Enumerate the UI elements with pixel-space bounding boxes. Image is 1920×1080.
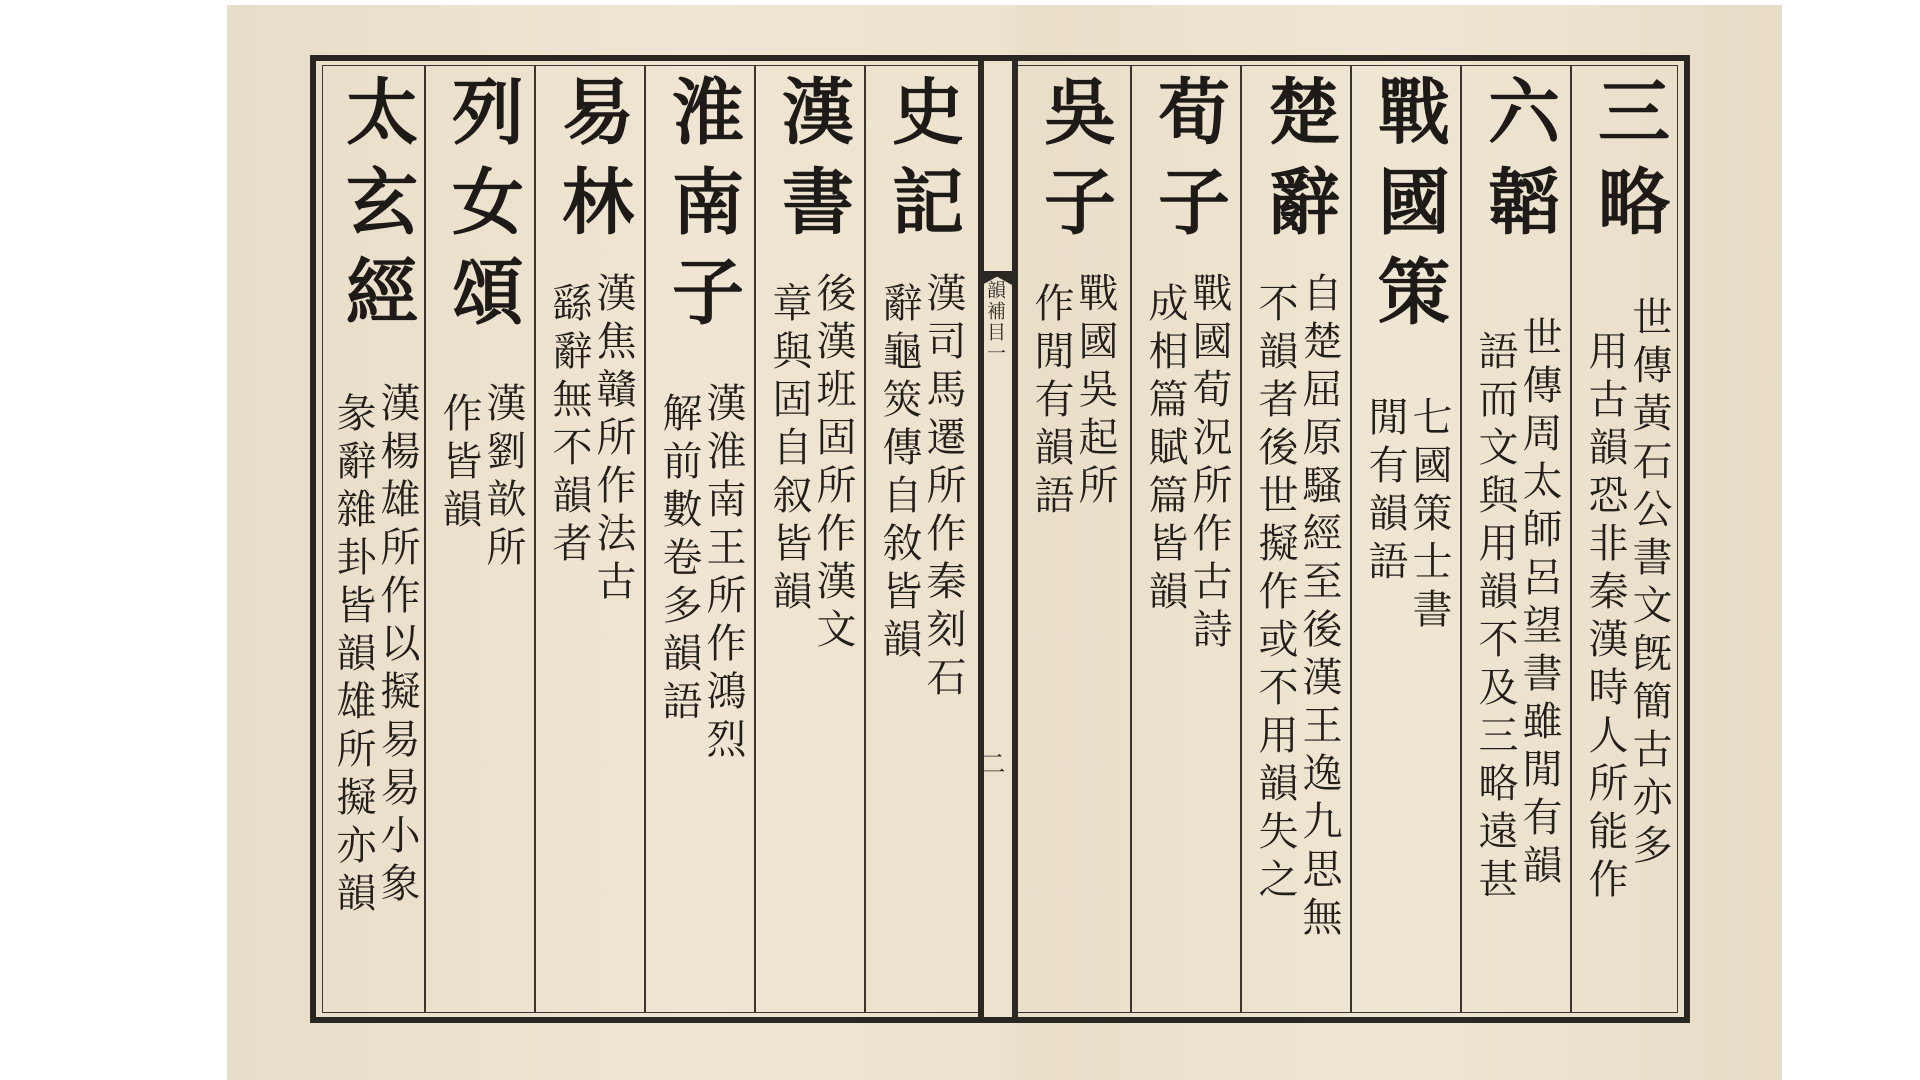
entry-title: 列女頌: [440, 74, 525, 344]
page-number: 二: [975, 750, 1005, 776]
entry-note-right: 漢焦贛所作法古: [590, 272, 636, 608]
fold-line-left: [978, 61, 984, 1017]
entry-note-left: 用古韻恐非秦漢時人所能作: [1582, 330, 1628, 906]
entry-title: 楚辭: [1256, 74, 1341, 254]
column-divider: [1130, 66, 1132, 1013]
entry-title: 易林: [550, 74, 635, 254]
entry-huainanzi: [648, 66, 756, 1011]
entry-note-left: 語而文與用韻不及三略遠甚: [1472, 330, 1518, 906]
entry-note-right: 漢淮南王所作鴻烈: [700, 382, 746, 766]
fold-line-right: [1012, 61, 1018, 1017]
entry-shiji: [868, 66, 976, 1011]
entry-note-right: 漢楊雄所作以擬易易小象: [374, 382, 420, 910]
entry-note-left: 作皆韻: [436, 392, 482, 536]
entry-title: 吳子: [1032, 74, 1117, 254]
entry-note-right: 七國策士書: [1406, 396, 1452, 636]
entry-title: 漢書: [770, 74, 855, 254]
entry-sanlue: [1574, 66, 1682, 1011]
entry-note-left: 作閒有韻語: [1028, 282, 1074, 522]
entry-note-right: 漢司馬遷所作秦刻石: [920, 272, 966, 704]
entry-liutao: [1464, 66, 1572, 1011]
entry-title: 荀子: [1146, 74, 1231, 254]
entry-note-left: 繇辭無不韻者: [546, 282, 592, 570]
entry-xunzi: [1134, 66, 1242, 1011]
center-label: 韻補目一: [984, 280, 1006, 364]
entry-title: 六韜: [1476, 74, 1561, 254]
entry-note-right: 自楚屈原騷經至後漢王逸九思無: [1296, 272, 1342, 944]
entry-title: 戰國策: [1366, 74, 1451, 344]
entry-lienvsong: [428, 66, 536, 1011]
entry-note-left: 解前數卷多韻語: [656, 392, 702, 728]
entry-note-right: 戰國吳起所: [1072, 272, 1118, 512]
center-fold-strip: [975, 61, 1012, 1017]
entry-note-right: 世傳周太師呂望書雖閒有韻: [1516, 316, 1562, 892]
entry-note-right: 世傳黃石公書文旣簡古亦多: [1626, 296, 1672, 872]
entry-note-right: 漢劉歆所: [480, 382, 526, 574]
entry-title: 太玄經: [334, 74, 419, 344]
entry-wuzi: [1020, 66, 1128, 1011]
entry-title: 三略: [1586, 74, 1671, 254]
entry-yilin: [538, 66, 646, 1011]
entry-title: 史記: [880, 74, 965, 254]
entry-note-right: 戰國荀況所作古詩: [1186, 272, 1232, 656]
entry-note-left: 彖辭雜卦皆韻雄所擬亦韻: [330, 392, 376, 920]
entry-chuci: [1244, 66, 1352, 1011]
entry-note-left: 不韻者後世擬作或不用韻失之: [1252, 282, 1298, 906]
entry-hanshu: [758, 66, 866, 1011]
entry-note-left: 章與固自叙皆韻: [766, 282, 812, 618]
entry-zhanguoce: [1354, 66, 1462, 1011]
entry-note-left: 閒有韻語: [1362, 396, 1408, 588]
entry-note-left: 成相篇賦篇皆韻: [1142, 282, 1188, 618]
entry-title: 淮南子: [660, 74, 745, 344]
entry-taixuanjing: [322, 66, 430, 1011]
entry-note-left: 辭龜筴傳自敘皆韻: [876, 282, 922, 666]
entry-note-right: 後漢班固所作漢文: [810, 272, 856, 656]
